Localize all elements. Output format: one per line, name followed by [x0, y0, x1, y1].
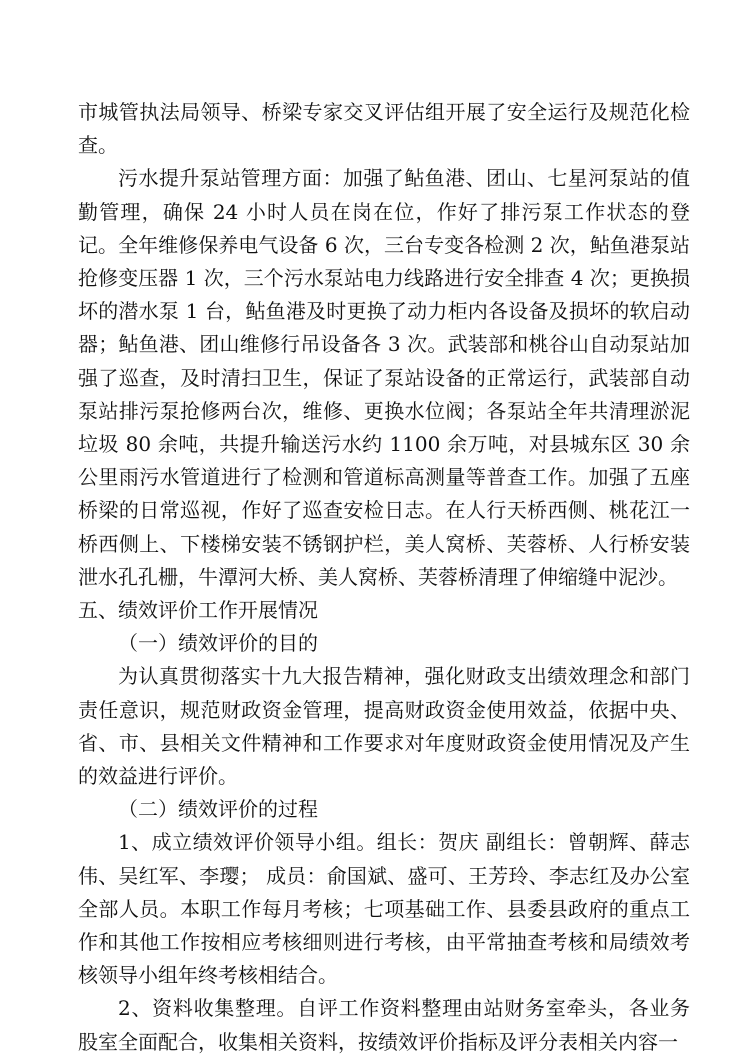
paragraph-evaluation-purpose: 为认真贯彻落实十九大报告精神，强化财政支出绩效理念和部门责任意识，规范财政资金管理，提高财政资金使用效益，依据中央、省、市、县相关文件精神和工作要求对年度财政资金使用情况及产生的效益进行评价。 — [78, 664, 690, 789]
paragraph-data-collection: 2、资料收集整理。自评工作资料整理由站财务室牵头，各业务股室全面配合，收集相关资料，按绩效评价指标及评分表相关内容一 — [78, 996, 690, 1054]
document-page — [78, 96, 690, 1059]
section-five-heading: 五、绩效评价工作开展情况 — [78, 598, 318, 623]
paragraph-pump-station-management: 污水提升泵站管理方面：加强了鲇鱼港、团山、七星河泵站的值勤管理，确保 24 小时人员在岗在位，作好了排污泵工作状态的登记。全年维修保养电气设备 6 次，三台专变各检测 2 次，鲇鱼港泵站抢修变压器 1 次，三个污水泵站电力线路进行安全排查 4 次；更换损坏的潜水泵 1 台，鲇鱼港及时更换了动力柜内各设备及损坏的软启动器；鲇鱼港、团山维修行吊设备各 3 次。武装部和桃谷山自动泵站加强了巡查，及时清扫卫生，保证了泵站设备的正常运行，武装部自动泵站排污泵抢修两台次，维修、更换水位阀；各泵站全年共清理淤泥垃圾 80 余吨，共提升输送污水约 1100 余万吨，对县城东区 30 余公里雨污水管道进行了检测和管道标高测量等普查工作。加强了五座桥梁的日常巡视，作好了巡查安检日志。在人行天桥西侧、桃花江一桥西侧上、下楼梯安装不锈钢护栏，美人窝桥、芙蓉桥、人行桥安装泄水孔孔栅，牛潭河大桥、美人窝桥、芙蓉桥清理了伸缩缝中泥沙。 — [78, 166, 690, 589]
subsection-two-heading: （二）绩效评价的过程 — [118, 797, 318, 822]
subsection-one-heading: （一）绩效评价的目的 — [118, 631, 318, 656]
paragraph-leadership-group: 1、成立绩效评价领导小组。组长：贺庆 副组长：曾朝辉、薛志伟、吴红军、李璎； 成员：俞国斌、盛可、王芳玲、李志红及办公室全部人员。本职工作每月考核；七项基础工作、县委县政府的重点工作和其他工作按相应考核细则进行考核，由平常抽查考核和局绩效考核领导小组年终考核相结合。 — [78, 830, 690, 988]
paragraph-continued: 市城管执法局领导、桥梁专家交叉评估组开展了安全运行及规范化检查。 — [78, 100, 690, 158]
